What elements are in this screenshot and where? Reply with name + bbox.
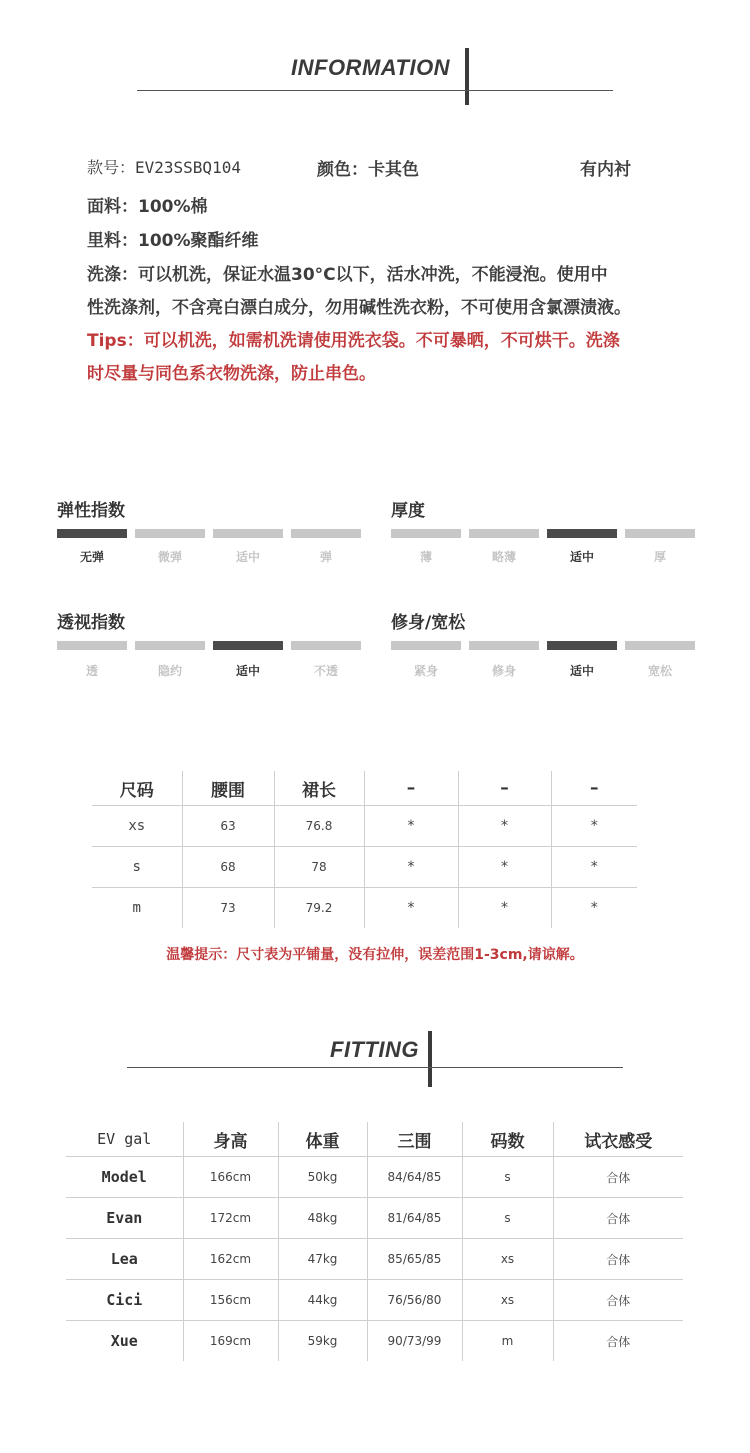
table-cell: 76.8 [274, 806, 364, 847]
table-cell: 76/56/80 [367, 1280, 462, 1321]
header-cell: 尺码 [92, 771, 182, 806]
table-cell: 48kg [278, 1198, 367, 1239]
fabric-info: 面料：100%棉 [87, 197, 208, 217]
wash-instructions-line-2: 性洗涤剂，不含亮白漂白成分，勿用碱性洗衣粉，不可使用含氯漂渍液。 [87, 298, 631, 318]
attribute-option: 弹 [319, 550, 332, 564]
attribute-segment [291, 529, 361, 538]
table-cell: 73 [182, 888, 274, 929]
table-cell: 50kg [278, 1157, 367, 1198]
table-cell: 79.2 [274, 888, 364, 929]
table-cell: 合体 [553, 1198, 683, 1239]
attribute-title: 厚度 [391, 501, 425, 521]
attribute-option: 宽松 [647, 664, 672, 678]
header-cell: 体重 [278, 1122, 367, 1157]
attribute-bar [57, 641, 361, 650]
lining-fabric-info: 里料：100%聚酯纤维 [87, 231, 259, 251]
table-cell: 78 [274, 847, 364, 888]
table-cell: * [458, 847, 551, 888]
table-cell: * [551, 847, 637, 888]
attribute-option: 厚 [653, 550, 666, 564]
attribute-labels [391, 662, 695, 679]
table-cell: 合体 [553, 1280, 683, 1321]
attribute-bar [391, 641, 695, 650]
attribute-title: 透视指数 [57, 613, 125, 633]
attribute-segment [625, 529, 695, 538]
attribute-segment [57, 529, 127, 538]
table-cell: 59kg [278, 1321, 367, 1362]
size-note: 温馨提示：尺寸表为平铺量，没有拉伸，误差范围1-3cm,请谅解。 [166, 947, 584, 963]
attribute-option: 隐约 [157, 664, 182, 678]
color-info: 颜色：卡其色 [317, 160, 419, 180]
table-cell: xs [462, 1239, 553, 1280]
header-cell: – [551, 771, 637, 806]
attribute-segment [547, 529, 617, 538]
attribute-bar [391, 529, 695, 538]
size-table [92, 771, 637, 928]
attribute-option: 适中 [235, 664, 260, 678]
information-divider [137, 90, 613, 91]
table-cell: m [92, 888, 182, 929]
attribute-segment [547, 641, 617, 650]
attribute-segment [625, 641, 695, 650]
tips-line-1: Tips：可以机洗，如需机洗请使用洗衣袋。不可暴晒，不可烘干。洗涤 [87, 331, 620, 351]
size-table-header [92, 771, 637, 806]
attribute-bar [57, 529, 361, 538]
table-cell: 156cm [183, 1280, 278, 1321]
header-cell: 三围 [367, 1122, 462, 1157]
header-cell: 码数 [462, 1122, 553, 1157]
attribute-option: 无弹 [79, 550, 104, 564]
header-cell: – [458, 771, 551, 806]
attribute-segment [135, 529, 205, 538]
table-cell: 68 [182, 847, 274, 888]
fitting-divider [127, 1067, 623, 1068]
table-cell: 172cm [183, 1198, 278, 1239]
wash-instructions-line-1: 洗涤：可以机洗，保证水温30°C以下，活水冲洗，不能浸泡。使用中 [87, 265, 608, 285]
attribute-segment [391, 529, 461, 538]
tips-line-2: 时尽量与同色系衣物洗涤，防止串色。 [87, 364, 376, 384]
information-title-bar [465, 48, 469, 105]
table-cell: xs [462, 1280, 553, 1321]
table-cell: 合体 [553, 1239, 683, 1280]
attribute-segment [213, 529, 283, 538]
attribute-segment [469, 529, 539, 538]
fitting-table [66, 1122, 683, 1361]
table-cell: s [462, 1198, 553, 1239]
table-cell: m [462, 1321, 553, 1362]
attribute-segment [213, 641, 283, 650]
table-cell: 162cm [183, 1239, 278, 1280]
attribute-segment [291, 641, 361, 650]
attribute-labels [391, 548, 695, 565]
table-cell: Cici [66, 1280, 183, 1321]
attribute-segment [391, 641, 461, 650]
table-cell: 90/73/99 [367, 1321, 462, 1362]
table-cell: Evan [66, 1198, 183, 1239]
header-cell: 裙长 [274, 771, 364, 806]
attribute-title: 弹性指数 [57, 501, 125, 521]
lining-info: 有内衬 [580, 160, 631, 180]
information-title: INFORMATION [291, 55, 451, 80]
table-row [66, 1280, 683, 1321]
table-cell: 81/64/85 [367, 1198, 462, 1239]
style-number: 款号：EV23SSBQ104 [87, 158, 241, 177]
attribute-title: 修身/宽松 [391, 613, 466, 633]
fitting-title: FITTING [330, 1037, 420, 1062]
table-row [92, 806, 637, 847]
table-row [92, 847, 637, 888]
attribute-option: 透 [85, 664, 98, 678]
attribute-segment [135, 641, 205, 650]
fitting-table-header [66, 1122, 683, 1157]
header-cell: 身高 [183, 1122, 278, 1157]
table-row [66, 1198, 683, 1239]
table-cell: 85/65/85 [367, 1239, 462, 1280]
table-row [66, 1321, 683, 1362]
attribute-option: 适中 [569, 664, 594, 678]
table-cell: s [92, 847, 182, 888]
attribute-segment [469, 641, 539, 650]
header-cell: EV gal [66, 1122, 183, 1157]
table-cell: * [458, 806, 551, 847]
header-cell: 腰围 [182, 771, 274, 806]
attribute-option: 薄 [419, 550, 432, 564]
table-cell: * [458, 888, 551, 929]
attribute-option: 略薄 [491, 550, 516, 564]
table-cell: * [551, 806, 637, 847]
attribute-option: 不透 [313, 664, 338, 678]
table-row [66, 1157, 683, 1198]
table-cell: * [364, 847, 458, 888]
attribute-labels [57, 548, 361, 565]
header-cell: – [364, 771, 458, 806]
table-cell: * [590, 900, 598, 916]
attribute-option: 适中 [569, 550, 594, 564]
attribute-segment [57, 641, 127, 650]
table-cell: 合体 [553, 1157, 683, 1198]
table-cell: Lea [66, 1239, 183, 1280]
table-cell: Model [66, 1157, 183, 1198]
table-cell: * [364, 806, 458, 847]
table-cell: 47kg [278, 1239, 367, 1280]
attribute-option: 修身 [491, 664, 516, 678]
table-cell: 84/64/85 [367, 1157, 462, 1198]
attribute-option: 适中 [235, 550, 260, 564]
attribute-option: 紧身 [413, 664, 438, 678]
table-cell: Xue [66, 1321, 183, 1362]
table-cell: * [364, 888, 458, 929]
table-row [66, 1239, 683, 1280]
table-cell: 63 [182, 806, 274, 847]
table-row [92, 888, 637, 929]
fitting-title-bar [428, 1031, 432, 1087]
header-cell: 试衣感受 [553, 1122, 683, 1157]
table-cell: 169cm [183, 1321, 278, 1362]
table-cell: s [462, 1157, 553, 1198]
attribute-labels [57, 662, 361, 679]
attribute-option: 微弹 [157, 550, 182, 564]
table-cell: 合体 [606, 1334, 631, 1349]
table-cell: 44kg [278, 1280, 367, 1321]
table-cell: xs [92, 806, 182, 847]
table-cell: 166cm [183, 1157, 278, 1198]
